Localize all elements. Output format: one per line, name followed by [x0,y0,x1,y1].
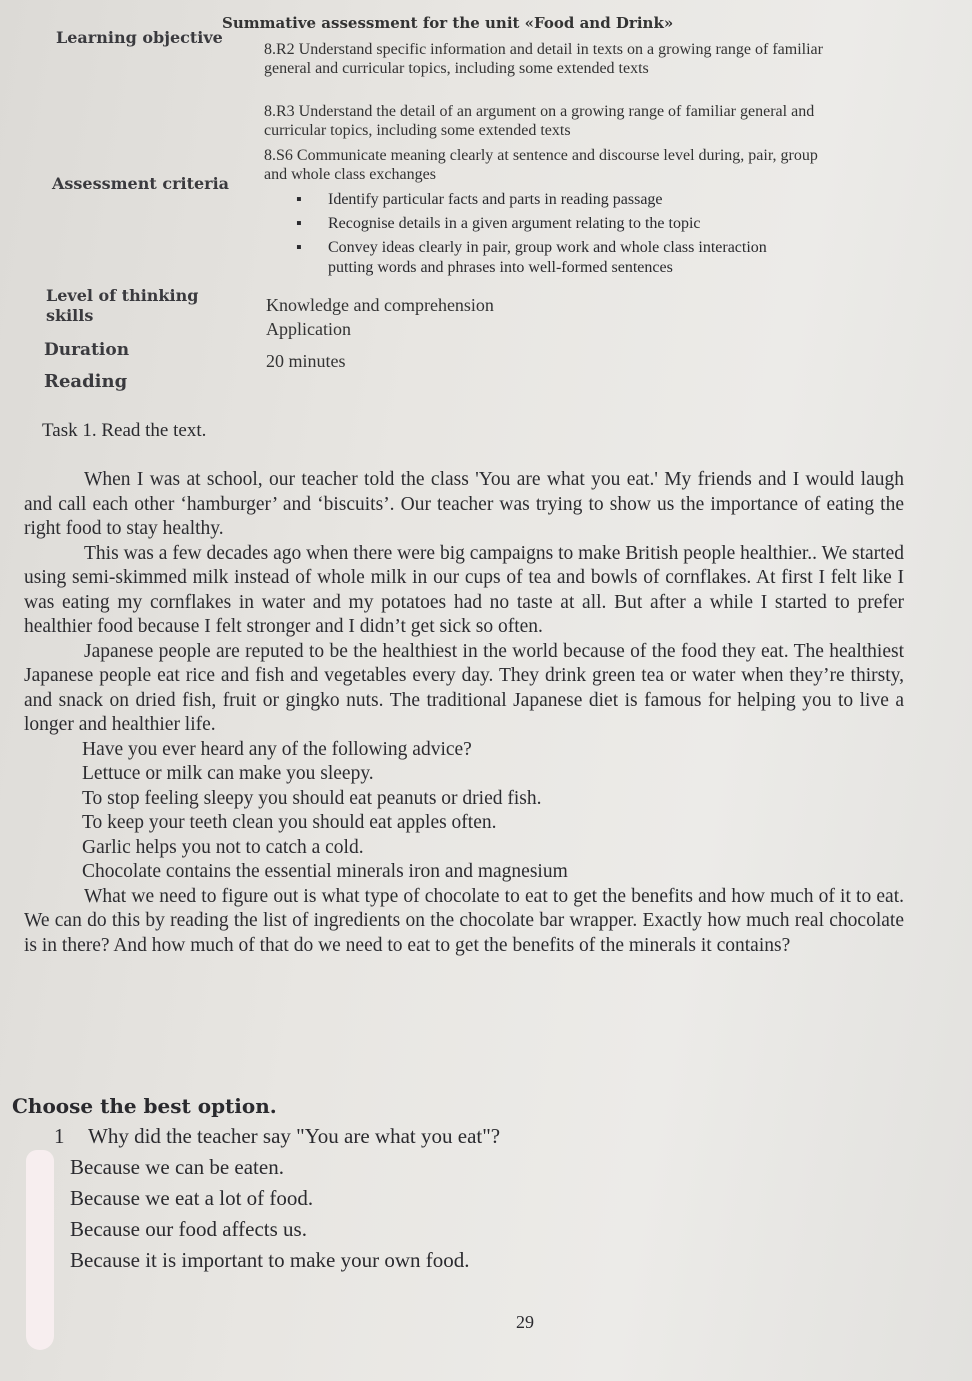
thinking-skills-label: Level of thinking skills [46,286,199,325]
answer-option[interactable]: Because our food affects us. [70,1217,307,1241]
answer-option[interactable]: Because we can be eaten. [70,1155,284,1179]
criteria-item: ▪ Identify particular facts and parts in reading passage [296,190,816,210]
page-number: 29 [516,1312,534,1332]
passage-paragraph: When I was at school, our teacher told the class 'You are what you eat.' My friends and I would laugh and call each other ‘hamburger’ and ‘biscuits’. Our teacher was trying to show us the importance of eating the right food to stay healthy. [24,469,904,539]
task-instruction: Task 1. Read the text. [42,420,207,441]
thinking-value-knowledge: Knowledge and comprehension [266,295,494,315]
passage-paragraph: What we need to figure out is what type of chocolate to eat to get the benefits and how much of it to eat. We can do this by reading the list of ingredients on the chocolate bar wrapper. Exactly how much real chocolate is in there? And how much of that do we need to eat to get the benefits of the minerals it contains? [24,885,904,956]
learning-objective-label: Learning objective [56,28,223,47]
assessment-criteria-label: Assessment criteria [52,174,230,193]
advice-line: Chocolate contains the essential minerals iron and magnesium [82,861,568,882]
objective-s6: 8.S6 Communicate meaning clearly at sentence and discourse level during, pair, group and whole class exchanges [264,147,818,183]
duration-value: 20 minutes [266,351,346,371]
answer-option[interactable]: Because it is important to make your own food. [70,1248,470,1272]
section-label: Reading [44,371,128,392]
passage-paragraph: This was a few decades ago when there were big campaigns to make British people healthier.. We started using semi-skimmed milk instead of whole milk in our cups of tea and bowls of cornflakes. At first I felt like I was eating my cornflakes in water and my potatoes had no taste at all. But after a while I started to prefer healthier food because I felt stronger and I didn’t get sick so often. [24,542,904,637]
thinking-value-application: Application [266,319,351,339]
reading-passage [24,468,904,958]
redaction-mark [26,1150,54,1350]
passage-paragraph: Japanese people are reputed to be the healthiest in the world because of the food they eat. The healthiest Japanese people eat rice and fish and vegetables every day. They drink green tea or water when they’re thirsty, and snack on dried fish, fruit or gingko nuts. The traditional Japanese diet is famous for helping you to live a longer and healthier life. [24,640,904,735]
criteria-list [296,190,816,282]
objective-r2: 8.R2 Understand specific information and detail in texts on a growing range of familiar general and curricular topics, including some extended texts [264,41,823,77]
advice-line: Have you ever heard any of the following advice? [82,738,472,760]
answer-option[interactable]: Because we eat a lot of food. [70,1186,314,1210]
advice-line: Lettuce or milk can make you sleepy. [82,763,374,784]
answer-options [70,1152,470,1276]
advice-line: Garlic helps you not to catch a cold. [82,836,364,858]
question-1 [54,1124,500,1149]
duration-label: Duration [44,340,130,360]
quiz-heading: Choose the best option. [12,1094,277,1118]
advice-line: To keep your teeth clean you should eat apples often. [82,812,497,833]
page-title: Summative assessment for the unit «Food and Drink» [222,14,674,32]
advice-line: To stop feeling sleepy you should eat peanuts or dried fish. [82,787,542,809]
objective-r3: 8.R3 Understand the detail of an argument on a growing range of familiar general and curricular topics, including some extended texts [264,103,815,139]
criteria-item: ▪ Convey ideas clearly in pair, group work and whole class interaction putting words and phrases into well-formed sentences [296,238,816,278]
question-text: Why did the teacher say "You are what you eat"? [88,1124,501,1148]
question-number: 1 [54,1124,65,1148]
criteria-item: ▪ Recognise details in a given argument relating to the topic [296,214,816,234]
